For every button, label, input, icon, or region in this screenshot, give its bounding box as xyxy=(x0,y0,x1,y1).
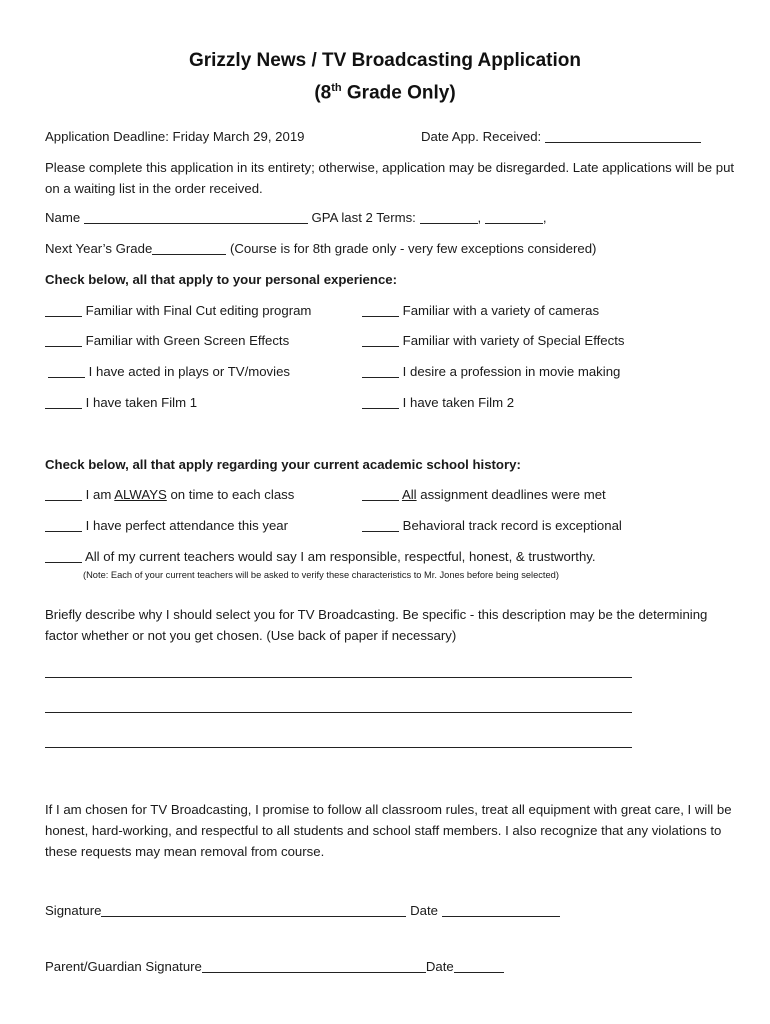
gpa-separator: , xyxy=(477,210,482,226)
subtitle-prefix: (8 xyxy=(314,82,332,104)
name-label: Name xyxy=(45,210,81,226)
check-label: I am xyxy=(85,487,115,503)
date-blank[interactable] xyxy=(442,903,560,917)
check-label: Behavioral track record is exceptional xyxy=(402,518,622,534)
parent-date-label: Date xyxy=(425,959,454,975)
check-label: assignment deadlines were met xyxy=(416,487,606,503)
check-item-film1[interactable] xyxy=(45,395,197,410)
check-item-special-effects[interactable] xyxy=(362,333,625,348)
form-subtitle xyxy=(0,82,770,104)
check-label: Familiar with Final Cut editing program xyxy=(85,303,312,319)
parent-date-blank[interactable] xyxy=(454,959,504,973)
name-blank[interactable] xyxy=(84,210,308,224)
gpa-label: GPA last 2 Terms: xyxy=(311,210,416,226)
parent-signature-label: Parent/Guardian Signature xyxy=(45,959,202,975)
check-blank[interactable] xyxy=(362,303,399,317)
check-label: I have taken Film 1 xyxy=(85,395,198,411)
check-item-cameras[interactable] xyxy=(362,303,599,318)
check-label: Familiar with variety of Special Effects xyxy=(402,333,625,349)
check-blank[interactable] xyxy=(362,364,399,378)
check-item-acted[interactable] xyxy=(48,364,290,379)
check-blank[interactable] xyxy=(362,518,399,532)
check-label-emphasis: ALWAYS xyxy=(114,487,167,503)
check-item-attendance[interactable] xyxy=(45,518,288,533)
gpa-term1-blank[interactable] xyxy=(420,210,478,224)
check-item-film2[interactable] xyxy=(362,395,514,410)
academic-heading: Check below, all that apply regarding your current academic school history: xyxy=(45,457,521,472)
subtitle-suffix: Grade Only) xyxy=(341,82,456,104)
check-item-on-time[interactable] xyxy=(45,487,294,502)
check-label: All of my current teachers would say I am responsible, respectful, honest, & trustworthy. xyxy=(84,549,596,565)
intro-paragraph: Please complete this application in its entirety; otherwise, application may be disregarded. Late applications will be put on a waiting list in the order received. xyxy=(45,160,735,196)
check-item-behavior[interactable] xyxy=(362,518,622,533)
describe-prompt: Briefly describe why I should select you for TV Broadcasting. Be specific - this description may be the determining factor whether or not you get chosen. (Use back of paper if necessary) xyxy=(45,607,708,643)
check-blank[interactable] xyxy=(362,487,399,501)
check-item-profession[interactable] xyxy=(362,364,620,379)
check-blank[interactable] xyxy=(45,487,82,501)
check-blank[interactable] xyxy=(45,549,82,563)
date-received-label: Date App. Received: xyxy=(421,129,542,145)
signature-blank[interactable] xyxy=(101,903,406,917)
check-label: Familiar with Green Screen Effects xyxy=(85,333,290,349)
check-label: I have acted in plays or TV/movies xyxy=(88,364,290,380)
check-label: I have taken Film 2 xyxy=(402,395,515,411)
check-blank[interactable] xyxy=(45,333,82,347)
gpa-separator: , xyxy=(542,210,547,226)
parent-signature-blank[interactable] xyxy=(202,959,426,973)
signature-label: Signature xyxy=(45,903,102,919)
date-received-field[interactable] xyxy=(421,129,701,144)
check-blank[interactable] xyxy=(48,364,85,378)
date-received-blank[interactable] xyxy=(545,129,701,143)
check-label: I desire a profession in movie making xyxy=(402,364,621,380)
check-item-deadlines[interactable] xyxy=(362,487,606,502)
parent-signature-row xyxy=(45,959,504,974)
check-label: Familiar with a variety of cameras xyxy=(402,303,600,319)
deadline-text: Application Deadline: Friday March 29, 2019 xyxy=(45,129,305,144)
answer-line-1[interactable] xyxy=(45,677,632,678)
subtitle-superscript: th xyxy=(331,82,342,94)
check-item-teachers[interactable] xyxy=(45,549,596,564)
check-blank[interactable] xyxy=(45,395,82,409)
check-label: I have perfect attendance this year xyxy=(85,518,289,534)
check-item-green-screen[interactable] xyxy=(45,333,289,348)
answer-line-2[interactable] xyxy=(45,712,632,713)
check-label-emphasis: All xyxy=(401,487,417,503)
gpa-term2-blank[interactable] xyxy=(485,210,543,224)
name-gpa-row xyxy=(45,210,547,225)
grade-label: Next Year’s Grade xyxy=(45,241,153,257)
grade-row xyxy=(45,241,596,256)
answer-line-3[interactable] xyxy=(45,747,632,748)
experience-heading: Check below, all that apply to your personal experience: xyxy=(45,272,398,287)
check-blank[interactable] xyxy=(362,395,399,409)
date-label: Date xyxy=(410,903,438,919)
grade-note: (Course is for 8th grade only - very few exceptions considered) xyxy=(229,241,597,257)
promise-paragraph: If I am chosen for TV Broadcasting, I promise to follow all classroom rules, treat all equipment with great care, I will be honest, hard-working, and respectful to all students and school staff members. I also recognize that any violations to these requests may mean removal from course. xyxy=(45,802,732,859)
teachers-note: (Note: Each of your current teachers will be asked to verify these characteristics to Mr. Jones before being selected) xyxy=(83,570,559,580)
check-blank[interactable] xyxy=(45,518,82,532)
check-blank[interactable] xyxy=(45,303,82,317)
check-blank[interactable] xyxy=(362,333,399,347)
title-line-1: Grizzly News / TV Broadcasting Application xyxy=(188,50,582,71)
signature-row xyxy=(45,903,560,918)
form-title xyxy=(0,50,770,72)
check-label: on time to each class xyxy=(166,487,295,503)
check-item-final-cut[interactable] xyxy=(45,303,311,318)
grade-blank[interactable] xyxy=(152,241,226,255)
